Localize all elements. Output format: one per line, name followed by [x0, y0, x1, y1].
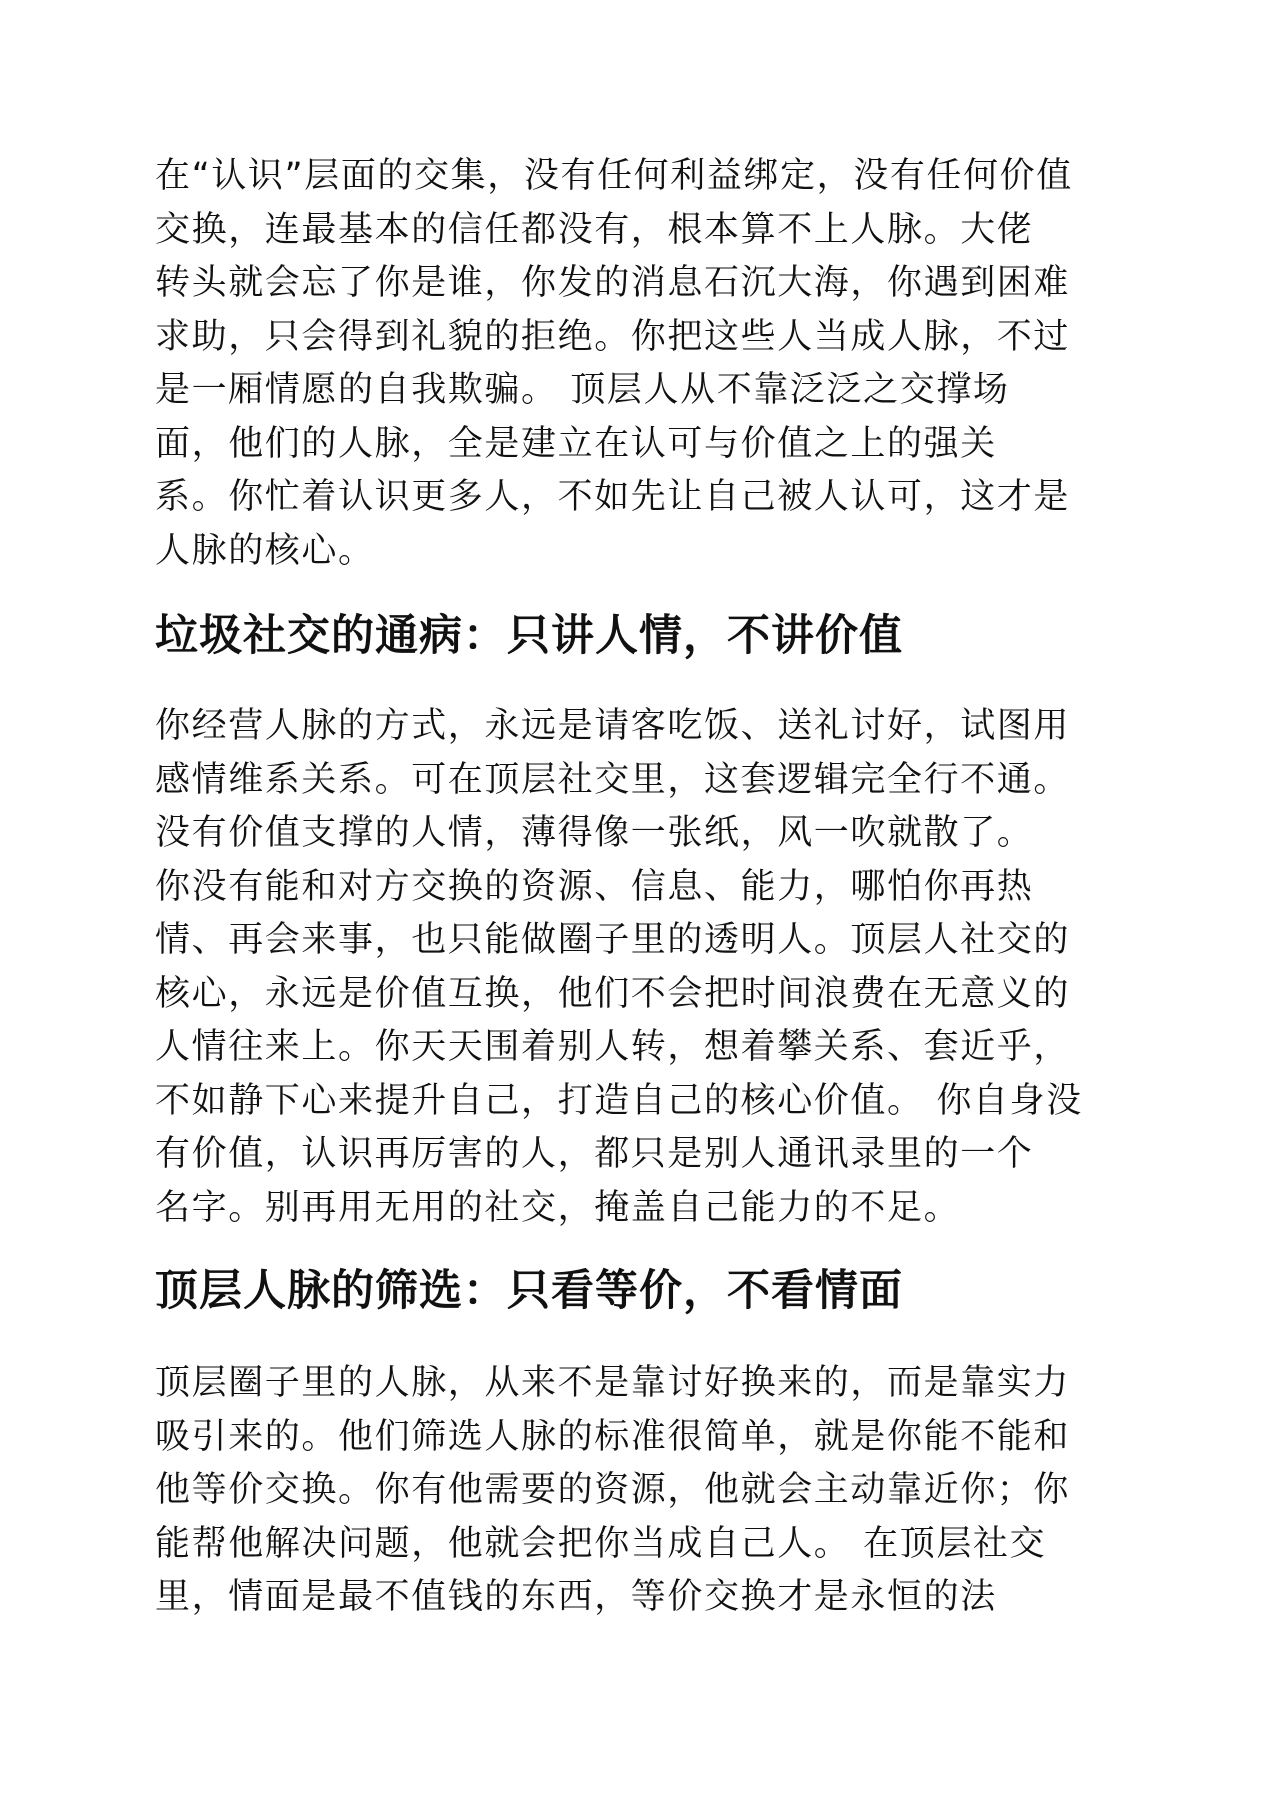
section-heading-1: 垃圾社交的通病：只讲人情，不讲价值 [155, 611, 903, 661]
text-line: 交换，连最基本的信任都没有，根本算不上人脉。大佬 [155, 209, 1034, 250]
text-line: 人情往来上。你天天围着别人转，想着攀关系、套近乎， [155, 1027, 1071, 1067]
text-line: 有价值，认识再厉害的人，都只是别人通讯录里的一个 [155, 1134, 1034, 1174]
text-line: 在“认识”层面的交集，没有任何利益绑定，没有任何价值 [155, 156, 1073, 196]
text-line: 人脉的核心。 [155, 530, 375, 571]
paragraph-3 [155, 1357, 1130, 1625]
text-line: 感情维系关系。可在顶层社交里，这套逻辑完全行不通。 [155, 759, 1071, 800]
paragraph-2 [155, 700, 1130, 1235]
text-line: 你没有能和对方交换的资源、信息、能力，哪怕你再热 [155, 866, 1034, 907]
text-line: 核心，永远是价值互换，他们不会把时间浪费在无意义的 [155, 973, 1071, 1014]
text-line: 不如静下心来提升自己，打造自己的核心价值。 你自身没 [155, 1080, 1083, 1121]
text-line: 转头就会忘了你是谁，你发的消息石沉大海，你遇到困难 [155, 263, 1071, 303]
text-line: 没有价值支撑的人情，薄得像一张纸，风一吹就散了。 [155, 813, 1034, 853]
text-line: 情、再会来事，也只能做圈子里的透明人。顶层人社交的 [155, 920, 1071, 960]
text-line: 名字。别再用无用的社交，掩盖自己能力的不足。 [155, 1187, 961, 1228]
section-heading-2: 顶层人脉的筛选：只看等价，不看情面 [155, 1266, 903, 1316]
text-line: 能帮他解决问题，他就会把你当成自己人。 在顶层社交 [155, 1523, 1047, 1564]
text-line: 是一厢情愿的自我欺骗。 顶层人从不靠泛泛之交撑场 [155, 370, 1010, 410]
text-line: 你经营人脉的方式，永远是请客吃饭、送礼讨好，试图用 [155, 706, 1071, 746]
text-line: 吸引来的。他们筛选人脉的标准很简单，就是你能不能和 [155, 1416, 1071, 1457]
text-line: 面，他们的人脉，全是建立在认可与价值之上的强关 [155, 423, 997, 464]
text-line: 系。你忙着认识更多人，不如先让自己被人认可，这才是 [155, 477, 1071, 517]
text-line: 里，情面是最不值钱的东西，等价交换才是永恒的法 [155, 1577, 997, 1617]
text-line: 顶层圈子里的人脉，从来不是靠讨好换来的，而是靠实力 [155, 1363, 1071, 1403]
text-line: 求助，只会得到礼貌的拒绝。你把这些人当成人脉，不过 [155, 316, 1071, 357]
text-line: 他等价交换。你有他需要的资源，他就会主动靠近你；你 [155, 1470, 1071, 1510]
paragraph-1 [155, 150, 1130, 578]
document-page [155, 150, 1130, 1625]
